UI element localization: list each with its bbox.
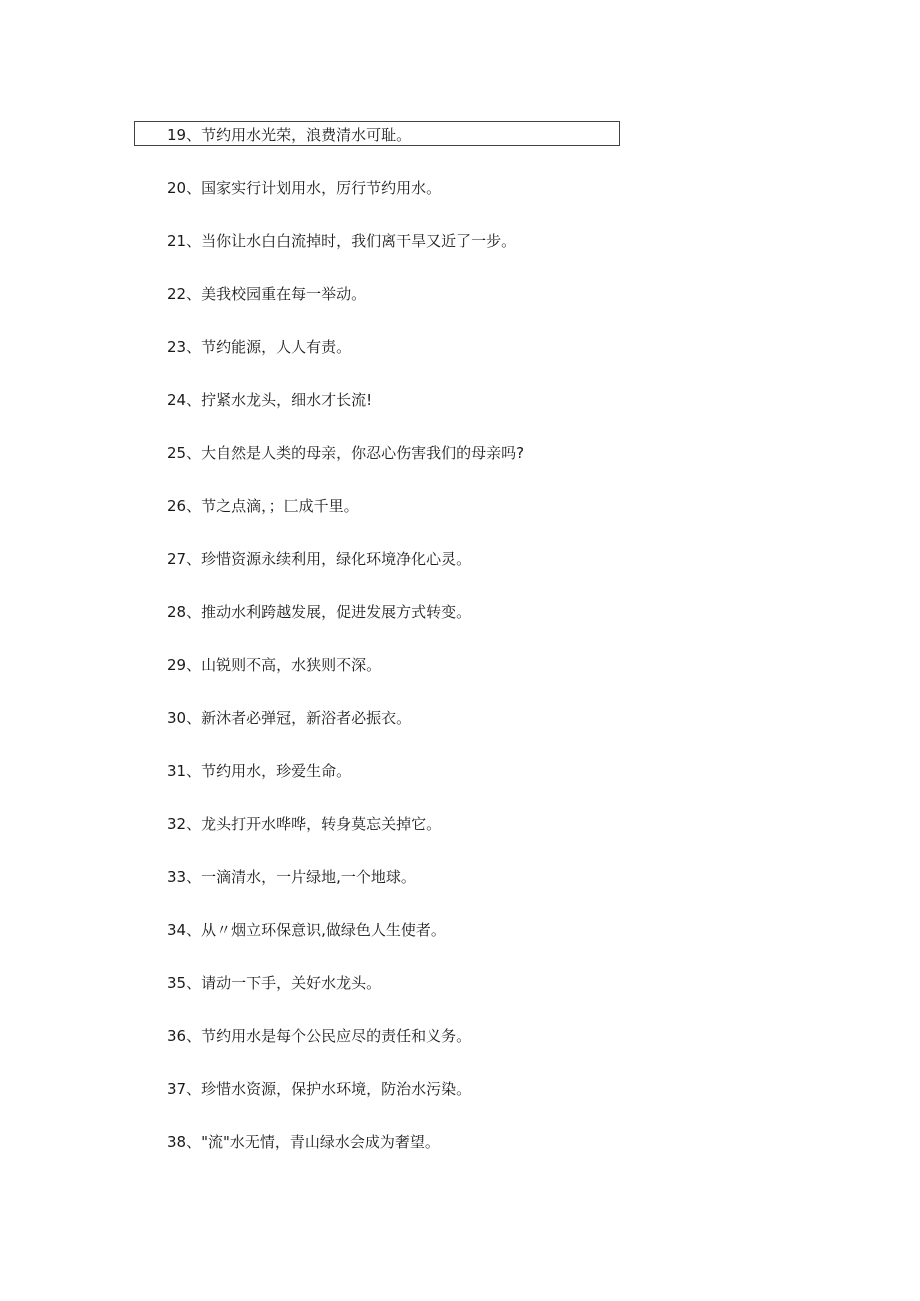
item-number: 21 [167, 232, 187, 250]
item-text: 推动水利跨越发展，促进发展方式转变。 [201, 603, 472, 621]
list-item [167, 1023, 524, 1076]
item-separator: 、 [186, 285, 202, 303]
item-number: 19 [167, 126, 187, 144]
item-text: 当你让水白白流掉时，我们离干旱又近了一步。 [201, 232, 517, 250]
item-text: 节约用水是每个公民应尽的责任和义务。 [201, 1027, 472, 1045]
item-text: "流"水无情，青山绿水会成为奢望。 [201, 1133, 440, 1151]
list-item [167, 864, 524, 917]
item-separator: 、 [186, 550, 202, 568]
item-number: 32 [167, 815, 187, 833]
item-separator: 、 [186, 762, 202, 780]
item-separator: 、 [186, 126, 202, 144]
item-text: 请动一下手，关好水龙头。 [201, 974, 382, 992]
item-number: 29 [167, 656, 187, 674]
list-item [167, 228, 524, 281]
item-number: 36 [167, 1027, 187, 1045]
item-number: 30 [167, 709, 187, 727]
slogan-list [167, 122, 524, 1182]
item-separator: 、 [186, 232, 202, 250]
list-item [167, 917, 524, 970]
item-separator: 、 [186, 1027, 202, 1045]
item-text: 拧紧水龙头，细水才长流! [201, 391, 373, 409]
item-number: 37 [167, 1080, 187, 1098]
list-item [167, 652, 524, 705]
item-separator: 、 [186, 709, 202, 727]
item-separator: 、 [186, 1080, 202, 1098]
item-text: 龙头打开水哗哗，转身莫忘关掉它。 [201, 815, 442, 833]
item-separator: 、 [186, 603, 202, 621]
list-item [167, 970, 524, 1023]
item-separator: 、 [186, 1133, 202, 1151]
item-separator: 、 [186, 921, 202, 939]
item-number: 23 [167, 338, 187, 356]
item-number: 24 [167, 391, 187, 409]
item-separator: 、 [186, 338, 202, 356]
item-number: 38 [167, 1133, 187, 1151]
item-number: 34 [167, 921, 187, 939]
list-item [167, 811, 524, 864]
list-item [167, 334, 524, 387]
list-item [167, 758, 524, 811]
item-number: 27 [167, 550, 187, 568]
item-number: 28 [167, 603, 187, 621]
list-item [167, 1129, 524, 1182]
item-text: 山锐则不高，水狭则不深。 [201, 656, 382, 674]
item-separator: 、 [186, 815, 202, 833]
item-text: 一滴清水，一片绿地,一个地球。 [201, 868, 416, 886]
item-number: 33 [167, 868, 187, 886]
list-item [167, 387, 524, 440]
item-separator: 、 [186, 391, 202, 409]
item-text: 美我校园重在每一举动。 [201, 285, 367, 303]
list-item [167, 599, 524, 652]
list-item [167, 122, 524, 175]
list-item [167, 175, 524, 228]
item-number: 22 [167, 285, 187, 303]
item-text: 国家实行计划用水，厉行节约用水。 [201, 179, 442, 197]
item-separator: 、 [186, 974, 202, 992]
item-number: 35 [167, 974, 187, 992]
item-text: 从〃烟立环保意识,做绿色人生使者。 [201, 921, 446, 939]
item-separator: 、 [186, 497, 202, 515]
item-text: 大自然是人类的母亲，你忍心伤害我们的母亲吗? [201, 444, 525, 462]
item-number: 31 [167, 762, 187, 780]
item-number: 25 [167, 444, 187, 462]
item-text: 新沐者必弹冠，新浴者必振衣。 [201, 709, 412, 727]
item-text: 节之点滴，；匚成千里。 [201, 497, 359, 515]
item-number: 20 [167, 179, 187, 197]
item-separator: 、 [186, 444, 202, 462]
list-item [167, 546, 524, 599]
item-text: 节约能源，人人有责。 [201, 338, 352, 356]
item-text: 珍惜水资源，保护水环境，防治水污染。 [201, 1080, 472, 1098]
item-text: 珍惜资源永续利用，绿化环境净化心灵。 [201, 550, 472, 568]
list-item [167, 281, 524, 334]
item-separator: 、 [186, 656, 202, 674]
list-item [167, 493, 524, 546]
item-text: 节约用水光荣，浪费清水可耻。 [201, 126, 412, 144]
list-item [167, 440, 524, 493]
item-text: 节约用水，珍爱生命。 [201, 762, 352, 780]
list-item [167, 705, 524, 758]
item-separator: 、 [186, 868, 202, 886]
item-number: 26 [167, 497, 187, 515]
list-item [167, 1076, 524, 1129]
item-separator: 、 [186, 179, 202, 197]
